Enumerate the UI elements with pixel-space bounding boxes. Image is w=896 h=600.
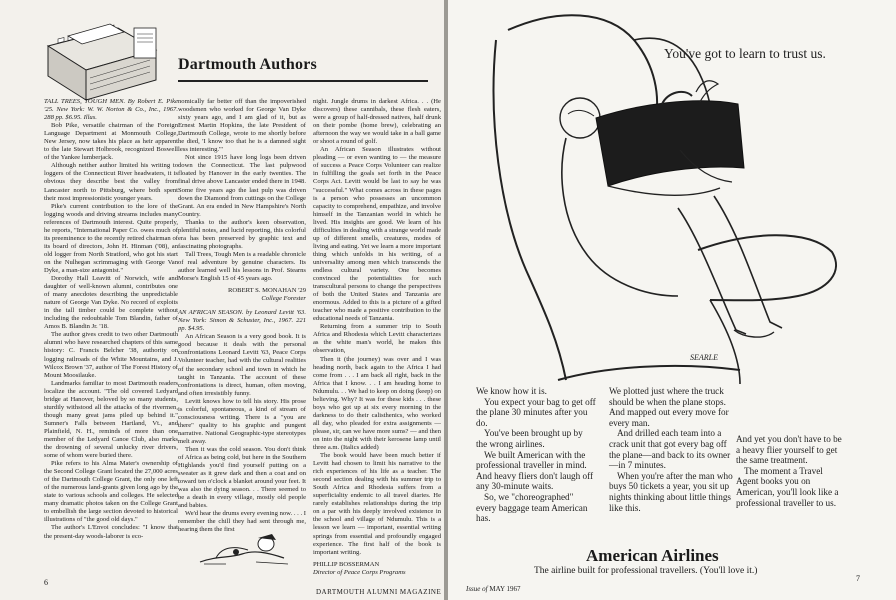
article-column-3 bbox=[313, 98, 441, 576]
review-paragraph: Tall Trees, Tough Men is a readable chronicle of real adventure by genuine characters. Its author learned well his lessons in Prof. Stearns Morse's English 15 of 45 years ago. bbox=[178, 250, 306, 283]
review-paragraph: The book would have been much better if Levitt had chosen to limit his narrative to the rich experiences of his life as a teacher. The second section dealing with his summer trip to South Africa and Rhodesia suffers from a superficiality endemic to all travel diaries. He rarely establishes relationships during the trip on a par with his deeply involved existence in the school and village of Ndumulu. This is a lesson we learn — important, essential writing springs from essential and profoundly engaged experience. The first half of the book is important writing. bbox=[313, 452, 441, 556]
book-citation: AN AFRICAN SEASON. by Leonard Levitt '63. New York: Simon & Schuster, Inc., 1967. 221 pp. $4.95. bbox=[178, 309, 306, 333]
reclining-figure-sketch bbox=[196, 528, 292, 570]
left-page bbox=[0, 0, 444, 600]
section-title: Dartmouth Authors bbox=[178, 56, 317, 73]
ad-paragraph: You've been brought up by the wrong airlines. bbox=[476, 428, 583, 449]
page-number-right: 7 bbox=[856, 574, 860, 583]
review-paragraph: Thanks to the author's keen observation, plentiful notes, and lucid reporting, this colorful era has been preserved by graphic text and fascinating photographs. bbox=[178, 218, 306, 250]
ad-copy-column-1 bbox=[476, 386, 596, 524]
review-paragraph: We'd hear the drums every evening now. . . . I remember the chill they had sent through me, hearing them the first bbox=[178, 510, 306, 534]
review-paragraph: The author's L'Envoi concludes: "I know that the present-day woods-laborer is eco- bbox=[44, 524, 178, 540]
review-paragraph: Pike's current contribution to the lore of the logging woods and driving streams includes many references of Dartmouth interest. Quite properly, he reports, "International Paper Co. owes much of its preeminence to the recently retired chairman of its board of directors, John H. Hinman ('08), an old logger from North Stratford, who got his start on the Nulhegan scrimmaging with George Van Dyke, a man-size antagonist." bbox=[44, 202, 178, 274]
reviewer-signature: Director of Peace Corps Programs bbox=[313, 568, 406, 576]
brand-slogan: The airline built for professional travellers. (You'll love it.) bbox=[534, 566, 758, 576]
review-paragraph: Dorothy Hall Leavitt of Norwich, wife and daughter of well-known alumni, contributes one of many anecdotes describing the unpredictable nature of George Van Dyke. No record of exploits in the tall timber could be complete without including the redoubtable Tom Blandin, father of Amos B. Blandin Jr. '18. bbox=[44, 275, 178, 331]
review-paragraph: The author gives credit to two other Dartmouth alumni who have researched chapters of this same history: C. Francis Belcher '38, authority on logging railroads of the White Mountains, and J. Wilcox Brown '37, author of The Forest History of Mount Moosilauke. bbox=[44, 331, 178, 379]
ad-headline: You've got to learn to trust us. bbox=[664, 46, 826, 61]
ad-paragraph: We know how it is. bbox=[476, 386, 547, 396]
issue-date: MAY 1967 bbox=[489, 585, 521, 593]
review-paragraph: Levitt knows how to tell his story. His prose is colorful, spontaneous, a kind of stream of consciousness writing. There is a "you are there" quality to his graphic and pungent narrative. National Geographic-type stereotypes melt away. bbox=[178, 397, 306, 445]
review-paragraph: Then it was the cold season. You don't think of Africa as being cold, but here in the Southern Highlands you'd find yourself putting on a sweater as it grew dark and then a coat and on toward ten o'clock a blanket around your feet. It was also the dying season. . . There seemed to be a death in every village, mostly old people and babies. bbox=[178, 445, 306, 510]
review-paragraph: Pike refers to his Alma Mater's ownership of the Second College Grant located the 27,000 acres of the Dartmouth College Grant, the only one left of the numerous land-grants given long ago by the state to various schools and colleges. He selected many dramatic photos taken on the College Grant to embellish the large section devoted to historical illustrations of "the good old days." bbox=[44, 460, 178, 524]
ad-paragraph: And yet you don't have to be a heavy flier yourself to get the same treatment. bbox=[736, 434, 842, 466]
ad-paragraph: You expect your bag to get off the plane 30 minutes after you do. bbox=[476, 396, 596, 428]
review-paragraph: An African Season illustrates without pleading — or even wanting to — the measure of success a Peace Corps Volunteer can realize in fulfilling the goals set forth in the Peace Corps Act. Levitt would be last to say he was "successful." What comes across in these pages is a person who possesses an uncommon capacity to comprehend, empathize, and involve himself in the Tanzanian world in which he lived. His insights are good. We learn of his difficulties in dealing with a strange world made up of different smells, creatures, modes of living and eating. Yet we learn a more important thing which unfolds in his writing, of a universality among men which transcends the endless cultural variety. One becomes convinced the potentialities for such transcultural persons to change the perspectives of both the United States and Tanzania are enormous. Added to this is a picture of a gifted teacher who made a positive contribution to the educational needs of Tanzania. bbox=[313, 146, 441, 323]
reviewer-signature: PHILLIP BOSSERMAN bbox=[313, 560, 380, 568]
ad-paragraph: We plotted just where the truck should be when the plane stops. And mapped out every move for every man. bbox=[609, 386, 729, 428]
ad-paragraph: We built American with the professional traveller in mind. And heavy fliers don't laugh off any 30-minute waits. bbox=[476, 449, 594, 492]
article-column-1 bbox=[44, 98, 178, 568]
typewriter-books-illustration bbox=[38, 22, 168, 108]
book-citation: TALL TREES, TOUGH MEN. By Robert E. Pike '25. New York: W. W. Norton & Co., Inc., 1967. 288 pp. $6.95. Illus. bbox=[44, 98, 178, 122]
review-paragraph: An African Season is a very good book. It is good because it deals with the personal confrontations Leonard Levitt '63, Peace Corps Volunteer teacher, had with the cultural realities of the secondary school and town in which he taught in Tanzania. The account of these confrontations is direct, human, often moving, and often irresistibly funny. bbox=[178, 333, 306, 397]
issue-label: Issue of bbox=[466, 585, 488, 593]
reviewer-signature: ROBERT S. MONAHAN '29 bbox=[228, 287, 306, 295]
ad-copy-column-3 bbox=[736, 434, 846, 508]
issue-footer bbox=[466, 585, 521, 593]
review-paragraph: Landmarks familiar to most Dartmouth readers localize the account. "The old covered Ledyard bridge at Hanover, beloved by so many students, sturdily withstood all the attacks of the rivermen, though many great jams piled up behind it." Sumner's Falls between Hartland, Vt., and Plainfield, N. H., reminds of more than one member of the Ledyard Canoe Club, also marks the drowning of several unlucky river drivers, some of whom were buried there. bbox=[44, 379, 178, 460]
review-paragraph: nomically far better off than the impoverished woodsmen who worked for George Van Dyke sixty years ago, and I am glad of it, but as Ernest Martin Hopkins, the late President of Dartmouth College, wrote to me shortly before he died, 'I know too that he is a damned sight less interesting.'" bbox=[178, 98, 306, 154]
ad-paragraph: When you're after the man who buys 50 tickets a year, you sit up nights thinking about little things like this. bbox=[609, 470, 733, 513]
review-paragraph: night. Jungle drums in darkest Africa. . . (He discovers) these cannibals, these flesh eaters, were a group of half-dressed natives, half drunk on their pombe (home brew), celebrating an afternoon the way we would take in a ball game or shoot a round of golf. bbox=[313, 98, 441, 146]
ad-paragraph: And drilled each team into a crack unit that got every bag off the plane—and back to its owner—in 7 minutes. bbox=[609, 428, 731, 471]
review-paragraph: Bob Pike, versatile chairman of the Foreign Language Department at Monmouth College, New Jersey, now takes his place as heir apparent to the late Stewart Holbrook, recognized Boswell of the Yankee lumberjack. bbox=[44, 122, 178, 162]
review-paragraph: Although neither author limited his writing to loggers of the Connecticut River headwaters, it is obvious they describe best the valley from Lancaster north to Pittsburg, where both spent their most impressionistic younger years. bbox=[44, 162, 178, 202]
reviewer-signature: College Forester bbox=[261, 295, 306, 303]
title-rule bbox=[178, 80, 428, 82]
ad-paragraph: The moment a Travel Agent books you on American, you'll look like a professional traveller to us. bbox=[736, 465, 839, 508]
review-paragraph: Then it (the journey) was over and I was heading north, back again to the Africa I had come from . . . I am back all right, back in the Africa that I know. . . I am heading home to Ndumulu. . . We had to keep on doing (keep) on believing. Why? It was for these kids . . . these boys who got up at six every morning in the darkness to do their calisthenics, who worked all day, who pleaded for extra assignments — please, sir, can we have more sums? — and then on into the night with their kerosene lamp until three a.m. (Italics added) bbox=[313, 355, 441, 452]
review-paragraph: Returning from a summer trip to South Africa and Rhodesia which Levitt characterizes as the white man's world, he makes this observation, bbox=[313, 323, 441, 355]
magazine-footer: DARTMOUTH ALUMNI MAGAZINE bbox=[316, 588, 442, 596]
ad-copy-column-2 bbox=[609, 386, 733, 513]
artist-signature: SEARLE bbox=[690, 353, 718, 362]
review-paragraph: Not since 1915 have long logs been driven down the Connecticut. The last pulpwood floated by Hanover in the early twenties. The final drive above Lancaster ended there in 1948. Some five years ago the last pulp was driven down the Diamond from cuttings on the College Grant. An era ended in New Hampshire's North Country. bbox=[178, 154, 306, 218]
page-number-left: 6 bbox=[44, 578, 48, 587]
ad-paragraph: So, we "choreographed" every baggage team American has. bbox=[476, 491, 588, 524]
brand-name: American Airlines bbox=[586, 546, 719, 565]
article-column-2 bbox=[178, 98, 306, 568]
